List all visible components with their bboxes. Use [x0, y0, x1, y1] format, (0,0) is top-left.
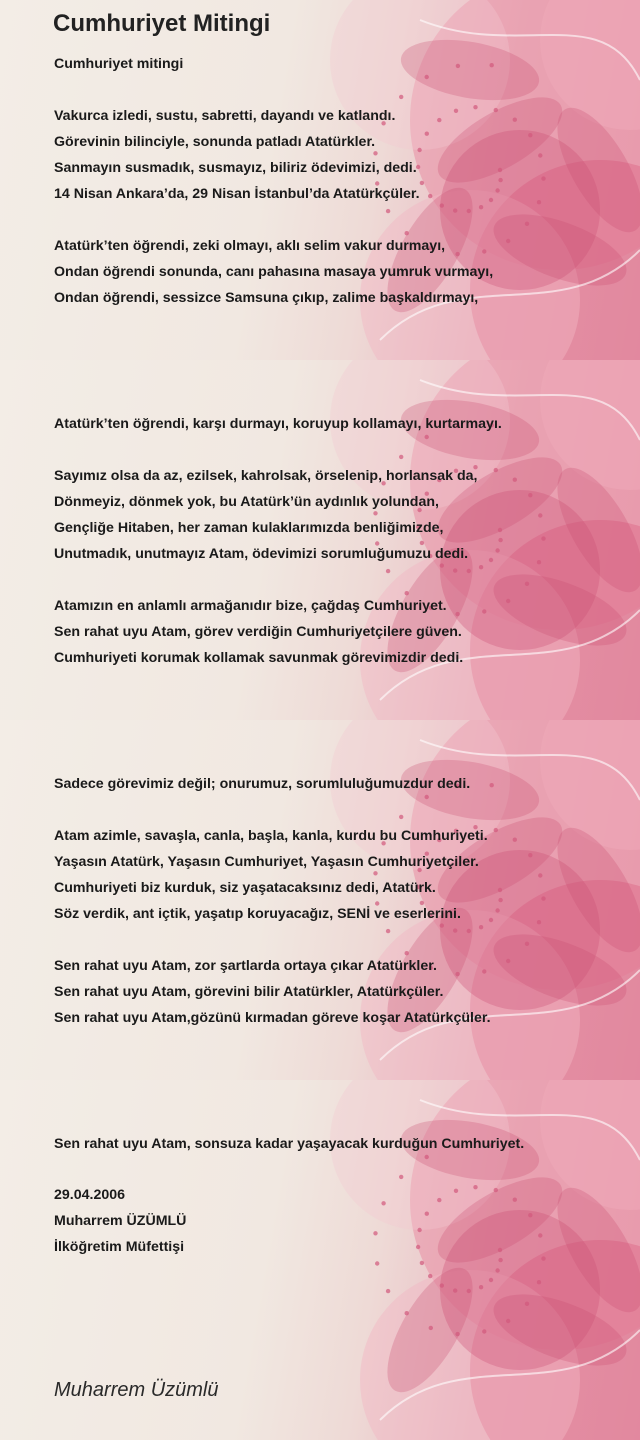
poem-line: Atam azimle, savaşla, canla, başla, kanla, kurdu bu Cumhuriyeti. — [54, 828, 488, 844]
stanza-4 — [54, 463, 477, 567]
poem-line: Yaşasın Atatürk, Yaşasın Cumhuriyet, Yaşasın Cumhuriyetçiler. — [54, 854, 479, 870]
poem-line: Sen rahat uyu Atam, zor şartlarda ortaya çıkar Atatürkler. — [54, 958, 437, 974]
poem-line: Dönmeyiz, dönmek yok, bu Atatürk’ün aydınlık yolundan, — [54, 494, 439, 510]
poem-line: Görevinin bilinciyle, sonunda patladı Atatürkler. — [54, 134, 376, 150]
stanza-7 — [54, 823, 488, 927]
poem-line: 14 Nisan Ankara’da, 29 Nisan İstanbul’da Atatürkçüler. — [54, 186, 420, 202]
author-signature: Muharrem Üzümlü — [54, 1379, 219, 1401]
poem-line: Sadece görevimiz değil; onurumuz, sorumluluğumuzdur dedi. — [54, 776, 471, 792]
poem-line: Sen rahat uyu Atam, görev verdiğin Cumhuriyetçilere güven. — [54, 624, 462, 640]
author-title: İlköğretim Müfettişi — [54, 1239, 185, 1255]
poem-line: Sen rahat uyu Atam, görevini bilir Atatürkler, Atatürkçüler. — [54, 984, 444, 1000]
stanza-2 — [54, 233, 493, 311]
stanza-1 — [54, 103, 420, 207]
poem-date: 29.04.2006 — [54, 1187, 126, 1203]
poem-line: Cumhuriyeti korumak kollamak savunmak görevimizdir dedi. — [54, 650, 464, 666]
poem-line: Ondan öğrendi, sessizce Samsuna çıkıp, zalime başkaldırmayı, — [54, 290, 479, 306]
poem-line: Gençliğe Hitaben, her zaman kulaklarımızda benliğimizde, — [54, 520, 444, 536]
page-title: Cumhuriyet Mitingi — [53, 10, 271, 37]
poem-line: Sanmayın susmadık, susmayız, biliriz ödevimizi, dedi. — [54, 160, 417, 176]
author-name: Muharrem ÜZÜMLÜ — [54, 1213, 187, 1229]
stanza-6 — [54, 771, 470, 797]
poem-line: Atatürk’ten öğrendi, karşı durmayı, koruyup kollamayı, kurtarmayı. — [54, 416, 502, 432]
poem-line: Vakurca izledi, sustu, sabretti, dayandı ve katlandı. — [54, 108, 396, 124]
poem-line: Atatürk’ten öğrendi, zeki olmayı, aklı selim vakur durmayı, — [54, 238, 446, 254]
poem-line: Sen rahat uyu Atam, sonsuza kadar yaşayacak kurduğun Cumhuriyet. — [54, 1136, 525, 1152]
stanza-8 — [54, 953, 491, 1031]
poem-line: Atamızın en anlamlı armağanıdır bize, çağdaş Cumhuriyet. — [54, 598, 447, 614]
stanza-5 — [54, 593, 463, 671]
poem-footer — [54, 1182, 186, 1260]
poem-line: Ondan öğrendi sonunda, canı pahasına masaya yumruk vurmayı, — [54, 264, 494, 280]
poem-subtitle-block — [54, 51, 183, 77]
poem-line: Cumhuriyeti biz kurduk, siz yaşatacaksınız dedi, Atatürk. — [54, 880, 436, 896]
poem-line: Söz verdik, ant içtik, yaşatıp koruyacağız, SENİ ve eserlerini. — [54, 906, 461, 922]
poem-subtitle: Cumhuriyet mitingi — [54, 56, 184, 72]
stanza-9 — [54, 1131, 524, 1157]
stanza-3 — [54, 411, 502, 437]
poem-line: Unutmadık, unutmayız Atam, ödevimizi sorumluğumuzu dedi. — [54, 546, 469, 562]
poem-line: Sayımız olsa da az, ezilsek, kahrolsak, örselenip, horlansak da, — [54, 468, 478, 484]
poem-line: Sen rahat uyu Atam,gözünü kırmadan göreve koşar Atatürkçüler. — [54, 1010, 491, 1026]
